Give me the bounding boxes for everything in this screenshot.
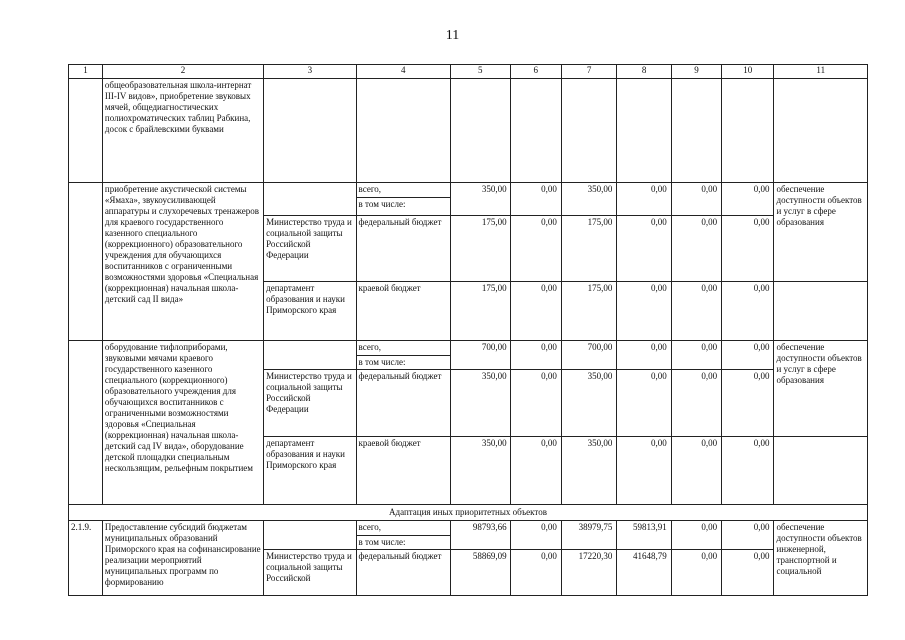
expected-result: обеспечение доступности объектов и услуг в сфере образования (774, 341, 868, 437)
amount-total: 350,00 (451, 183, 511, 216)
including-label: в том числе: (357, 197, 450, 210)
amount-cell: 0,00 (671, 216, 721, 282)
funding-source: федеральный бюджет (356, 216, 450, 282)
total-label: всего, (358, 522, 382, 532)
funding-source (356, 341, 450, 370)
funding-source: федеральный бюджет (356, 370, 450, 437)
amount-total: 175,00 (451, 216, 511, 282)
table-row (69, 79, 868, 183)
amount-cell: 0,00 (510, 183, 561, 216)
amount-cell: 0,00 (617, 216, 671, 282)
amount-cell: 0,00 (671, 521, 721, 550)
table-row (69, 183, 868, 216)
amount-cell: 0,00 (671, 550, 721, 596)
executor: департамент образования и науки Приморского края (264, 282, 356, 341)
measure-description: приобретение акустической системы «Ямаха», звукоусиливающей аппаратуры и слухоречевых тренажеров для краевого государственного казенного специального (коррекционного) образовательного учреждения для обучающихся воспитанников с ограниченными возможностями здоровья «Специальная (коррекционная) начальная школа-детский сад II вида» (102, 183, 263, 341)
amount-cell: 175,00 (561, 282, 616, 341)
expected-result: обеспечение доступности объектов и услуг в сфере образования (774, 183, 868, 282)
amount-cell: 0,00 (722, 341, 774, 370)
amount-cell: 0,00 (722, 550, 774, 596)
amount-total: 350,00 (451, 370, 511, 437)
amount-cell: 0,00 (510, 282, 561, 341)
table-row (69, 521, 868, 550)
amount-cell: 0,00 (722, 521, 774, 550)
col-header: 11 (774, 65, 868, 79)
amount-cell: 0,00 (671, 282, 721, 341)
amount-cell: 59813,91 (617, 521, 671, 550)
col-header: 3 (264, 65, 356, 79)
col-header: 4 (356, 65, 450, 79)
amount-cell: 0,00 (722, 282, 774, 341)
amount-cell: 350,00 (561, 437, 616, 505)
measure-description: оборудование тифлоприборами, звуковыми мячами краевого государственного казенного специального (коррекционного) образовательного учреждения для обучающихся воспитанников с ограниченными возможностями здоровья «Специальная (коррекционная) начальная школа-детский сад IV вида», оборудование детской площадки специальным нескользящим, рельефным покрытием (102, 341, 263, 505)
col-header: 10 (722, 65, 774, 79)
col-header: 8 (617, 65, 671, 79)
amount-cell: 0,00 (510, 521, 561, 550)
funding-source: федеральный бюджет (356, 550, 450, 596)
amount-total: 98793,66 (451, 521, 511, 550)
row-number: 2.1.9. (69, 521, 103, 596)
amount-cell: 0,00 (671, 437, 721, 505)
program-table (68, 64, 868, 596)
executor: Министерство труда и социальной защиты Российской (264, 550, 356, 596)
measure-description: общеобразовательная школа-интернат III-IV видов», приобретение звуковых мячей, общедиагностических полиохроматических таблиц Рабкина, досок с брайлевскими буквами (102, 79, 263, 183)
executor: Министерство труда и социальной защиты Российской Федерации (264, 216, 356, 282)
col-header: 5 (451, 65, 511, 79)
col-header: 6 (510, 65, 561, 79)
amount-cell: 0,00 (722, 183, 774, 216)
measure-description: Предоставление субсидий бюджетам муниципальных образований Приморского края на софинансирование реализации мероприятий муниципальных программ по формированию (102, 521, 263, 596)
amount-cell: 0,00 (510, 550, 561, 596)
amount-cell: 0,00 (510, 341, 561, 370)
amount-cell: 0,00 (510, 437, 561, 505)
funding-source: краевой бюджет (356, 282, 450, 341)
amount-cell: 0,00 (510, 216, 561, 282)
amount-cell: 0,00 (617, 341, 671, 370)
col-header: 1 (69, 65, 103, 79)
section-row (69, 505, 868, 521)
col-header: 7 (561, 65, 616, 79)
amount-cell: 0,00 (722, 370, 774, 437)
column-number-row (69, 65, 868, 79)
page-number: 11 (445, 28, 460, 43)
funding-source: краевой бюджет (356, 437, 450, 505)
amount-cell: 0,00 (617, 370, 671, 437)
amount-cell: 0,00 (617, 437, 671, 505)
funding-source (356, 183, 450, 216)
amount-total: 350,00 (451, 437, 511, 505)
amount-cell: 0,00 (617, 183, 671, 216)
executor: департамент образования и науки Приморского края (264, 437, 356, 505)
amount-cell: 0,00 (722, 437, 774, 505)
table-row (69, 341, 868, 370)
amount-cell: 41648,79 (617, 550, 671, 596)
amount-cell: 700,00 (561, 341, 616, 370)
amount-cell: 175,00 (561, 216, 616, 282)
amount-cell: 350,00 (561, 370, 616, 437)
amount-total: 58869,09 (451, 550, 511, 596)
col-header: 2 (102, 65, 263, 79)
including-label: в том числе: (357, 355, 450, 368)
funding-source (356, 521, 450, 550)
total-label: всего, (358, 184, 382, 194)
amount-cell: 0,00 (671, 183, 721, 216)
amount-cell: 38979,75 (561, 521, 616, 550)
amount-cell: 0,00 (617, 282, 671, 341)
amount-total: 175,00 (451, 282, 511, 341)
col-header: 9 (671, 65, 721, 79)
amount-cell: 0,00 (671, 370, 721, 437)
amount-cell: 0,00 (671, 341, 721, 370)
expected-result: обеспечение доступности объектов инженерной, транспортной и социальной (774, 521, 868, 596)
total-label: всего, (358, 342, 382, 352)
amount-total: 700,00 (451, 341, 511, 370)
section-title: Адаптация иных приоритетных объектов (69, 505, 868, 521)
executor: Министерство труда и социальной защиты Российской Федерации (264, 370, 356, 437)
amount-cell: 350,00 (561, 183, 616, 216)
amount-cell: 0,00 (510, 370, 561, 437)
including-label: в том числе: (357, 535, 450, 548)
amount-cell: 0,00 (722, 216, 774, 282)
amount-cell: 17220,30 (561, 550, 616, 596)
